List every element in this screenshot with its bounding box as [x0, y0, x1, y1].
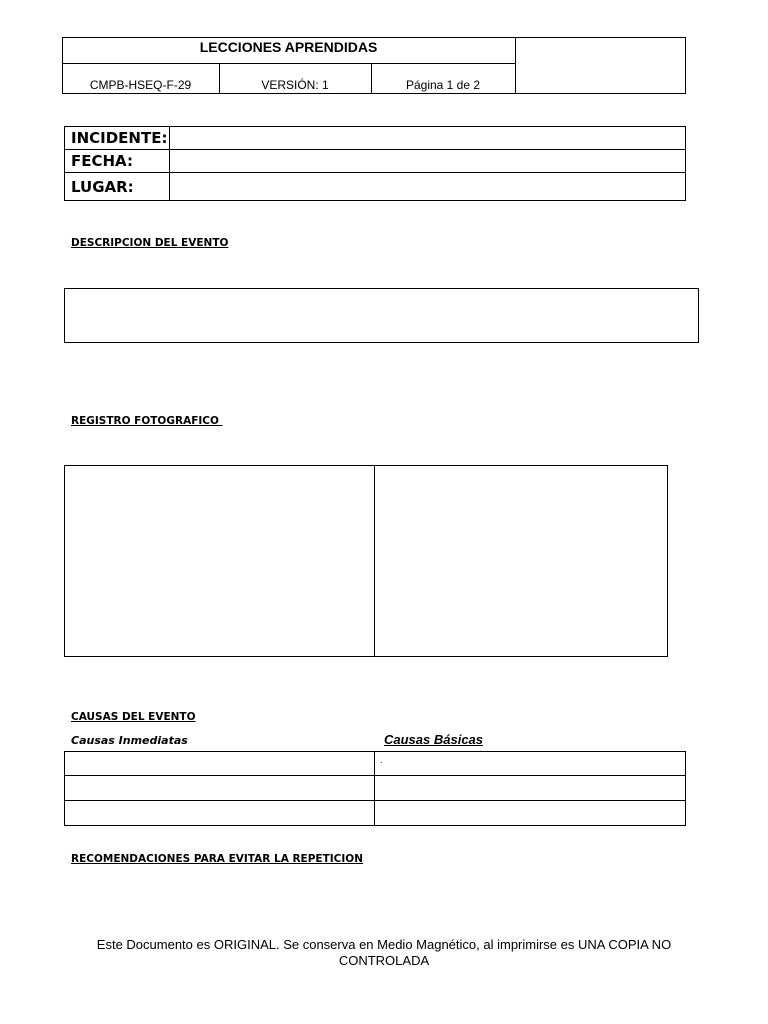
place-label: LUGAR: [71, 178, 134, 196]
date-value-field[interactable] [170, 150, 685, 172]
basic-cause-cell-3[interactable] [380, 802, 680, 825]
description-heading: DESCRIPCION DEL EVENTO [71, 237, 229, 249]
document-version: VERSIÓN: 1 [261, 78, 329, 92]
footer-notice-line-1: Este Documento es ORIGINAL. Se conserva en Medio Magnético, al imprimirse es UNA COPIA NO [96, 937, 672, 952]
causes-heading: CAUSAS DEL EVENTO [71, 711, 196, 723]
header-divider-horizontal [62, 63, 516, 64]
incident-value-field[interactable] [170, 127, 685, 149]
immediate-cause-cell-1[interactable] [66, 753, 373, 774]
causes-column-divider [374, 751, 375, 826]
place-value-field[interactable] [170, 173, 685, 200]
document-title: LECCIONES APRENDIDAS [199, 39, 378, 55]
footer-notice-line-2: CONTROLADA [338, 953, 430, 968]
photo-box-right[interactable] [374, 465, 668, 657]
recommendations-heading: RECOMENDACIONES PARA EVITAR LA REPETICION [71, 853, 363, 865]
date-label: FECHA: [71, 152, 133, 170]
immediate-cause-cell-3[interactable] [66, 802, 373, 825]
causes-row-divider-1 [64, 775, 686, 776]
basic-cause-cell-2[interactable] [380, 777, 680, 799]
basic-cause-cell-1[interactable]: . [380, 755, 383, 765]
logo-cell [516, 38, 685, 93]
causes-row-divider-2 [64, 800, 686, 801]
photo-record-heading: REGISTRO FOTOGRAFICO [71, 415, 223, 427]
incident-label: INCIDENTE: [71, 129, 168, 147]
basic-causes-heading: Causas Básicas [384, 732, 484, 747]
immediate-causes-heading: Causas Inmediatas [71, 734, 188, 747]
document-code: CMPB-HSEQ-F-29 [89, 78, 192, 92]
page-number: Página 1 de 2 [405, 78, 481, 92]
immediate-cause-cell-2[interactable] [66, 777, 373, 799]
photo-box-left[interactable] [64, 465, 375, 657]
description-box[interactable] [64, 288, 699, 343]
